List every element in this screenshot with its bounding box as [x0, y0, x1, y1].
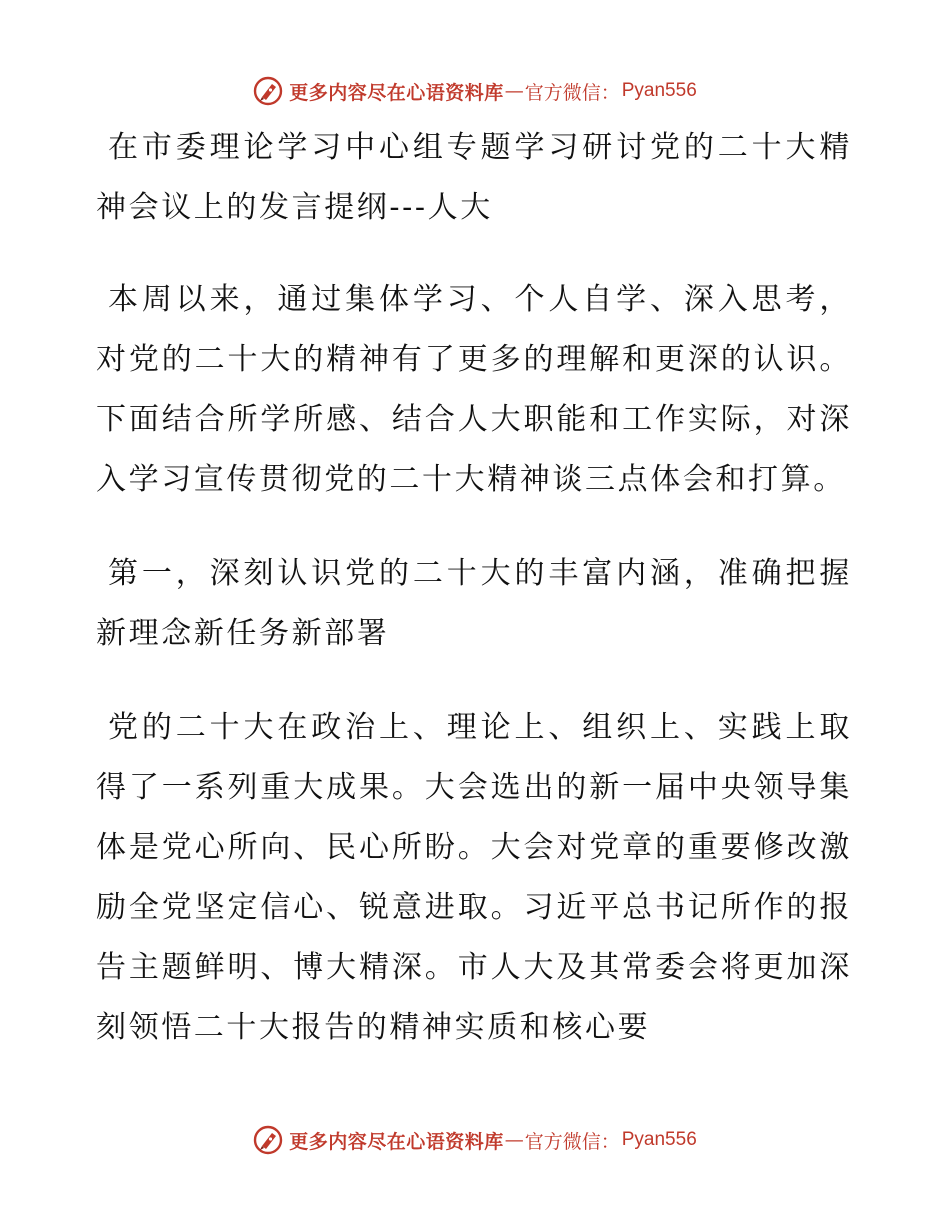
- paragraph-intro: 本周以来，通过集体学习、个人自学、深入思考，对党的二十大的精神有了更多的理解和更深的认识。下面结合所学所感、结合人大职能和工作实际，对深入学习宣传贯彻党的二十大精神谈三点体会和打算。: [96, 282, 852, 497]
- banner-wechat-label: 官方微信：: [524, 1130, 620, 1153]
- header-banner: [0, 71, 950, 111]
- pen-nib-logo-icon: [253, 76, 283, 106]
- section-heading-first: 第一，深刻认识党的二十大的丰富内涵，准确把握新理念新任务新部署: [96, 556, 852, 651]
- banner-wechat-label: 官方微信：: [524, 81, 620, 104]
- banner-wechat-handle: Pyan556: [621, 80, 697, 101]
- banner-wechat-handle: Pyan556: [621, 1129, 697, 1150]
- banner-title: 更多内容尽在心语资料库: [289, 1130, 504, 1153]
- pen-nib-logo-icon: [253, 1125, 283, 1155]
- banner-dash: —: [504, 1129, 524, 1151]
- document-title: 在市委理论学习中心组专题学习研讨党的二十大精神会议上的发言提纲---人大: [96, 130, 852, 225]
- paragraph-body: 党的二十大在政治上、理论上、组织上、实践上取得了一系列重大成果。大会选出的新一届中央领导集体是党心所向、民心所盼。大会对党章的重要修改激励全党坚定信心、锐意进取。习近平总书记所作的报告主题鲜明、博大精深。市人大及其常委会将更加深刻领悟二十大报告的精神实质和核心要: [96, 710, 852, 1045]
- document-body: [96, 118, 852, 1092]
- banner-dash: —: [504, 80, 524, 102]
- banner-title: 更多内容尽在心语资料库: [289, 81, 504, 104]
- footer-banner: [0, 1120, 950, 1160]
